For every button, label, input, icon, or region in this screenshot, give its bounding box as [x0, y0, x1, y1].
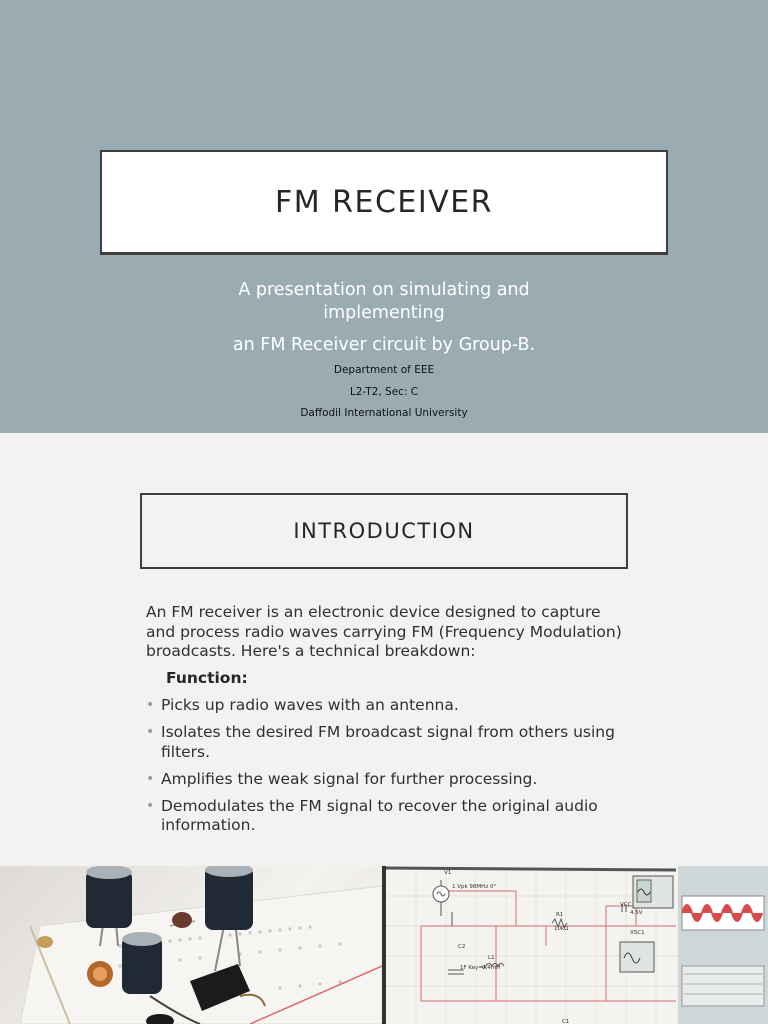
bullet-item: • Demodulates the FM signal to recover the original audio information. [146, 797, 626, 836]
schematic-label-source: 1 Vpk 98MHz 0° [452, 884, 497, 890]
title-slide [0, 0, 768, 433]
breadboard-photo [0, 866, 382, 1024]
department-text: Department of EEE [333, 364, 435, 376]
introduction-heading-box [140, 493, 628, 569]
schematic-label-l1-value: 0.4mH [482, 965, 501, 971]
schematic-label-c1: C1 [562, 1019, 570, 1024]
breadboard-illustration [0, 866, 382, 1024]
schematic-label-r1-value: 10kΩ [554, 926, 569, 932]
schematic-label-xsc1: XSC1 [630, 930, 645, 936]
schematic-label-c2-value: 1F Key=A [460, 965, 487, 971]
schematic-label-v1: V1 [444, 870, 452, 876]
schematic-label-c2: C2 [458, 944, 466, 950]
function-label: Function: [166, 669, 248, 687]
schematic-label-r1: R1 [556, 912, 564, 918]
bullet-item: • Picks up radio waves with an antenna. [146, 696, 626, 716]
introduction-paragraph: An FM receiver is an electronic device designed to capture and process radio waves carrying FM (Frequency Modulation) broadcasts. Here's a technical breakdown: [146, 603, 622, 660]
section-text: L2-T2, Sec: C [349, 386, 419, 398]
subtitle-line-2: an FM Receiver circuit by Group-B. [232, 335, 536, 355]
schematic-label-vcc-value: 4.5V [630, 910, 643, 916]
photo-slide [0, 866, 768, 1024]
subtitle-line-1: A presentation on simulating and implementing [238, 280, 530, 323]
bullet-item: • Isolates the desired FM broadcast signal from others using filters. [146, 723, 626, 762]
schematic-label-l1: L1 [488, 955, 495, 961]
function-bullet-list [146, 696, 626, 843]
slide-title: FM RECEIVER [274, 184, 494, 220]
bullet-item: • Amplifies the weak signal for further processing. [146, 770, 626, 790]
university-text: Daffodil International University [300, 407, 468, 419]
introduction-heading: INTRODUCTION [293, 519, 475, 543]
schematic-label-vcc: VCC [620, 902, 632, 908]
schematic-illustration [386, 866, 768, 1024]
circuit-simulation-photo [386, 866, 768, 1024]
title-box [100, 150, 668, 255]
